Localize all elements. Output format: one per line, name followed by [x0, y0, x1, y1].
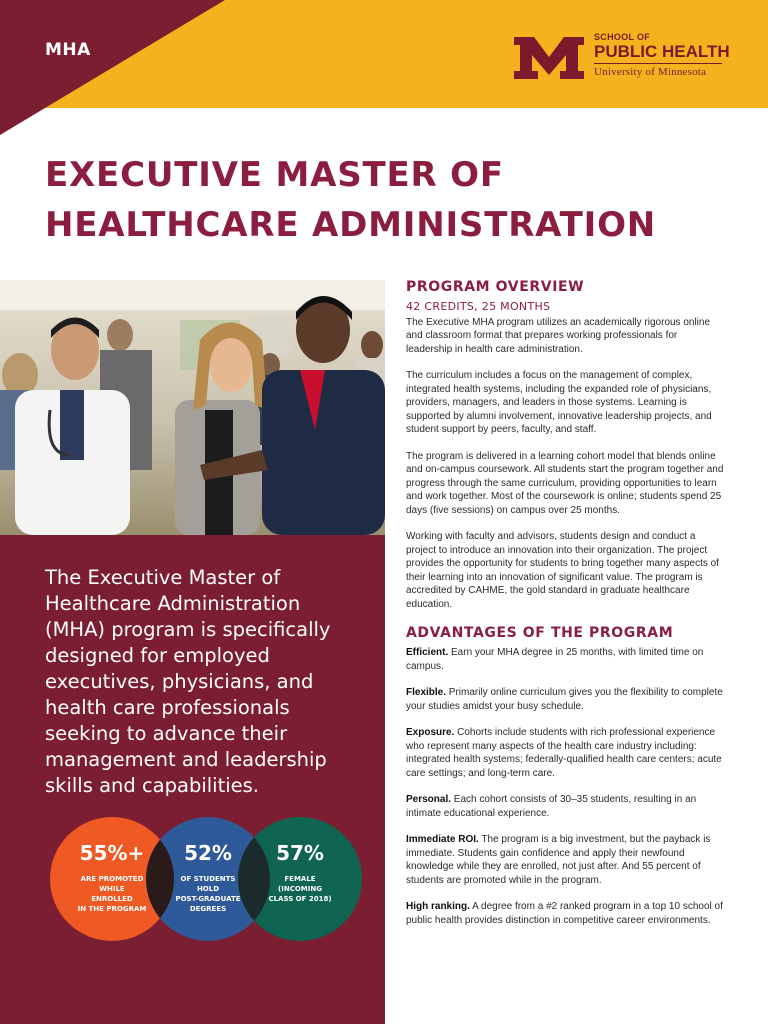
circle-overlaps: [0, 535, 385, 1024]
program-details: [406, 278, 726, 940]
advantage-term: Exposure.: [406, 727, 455, 738]
title-line-1: EXECUTIVE MASTER OF: [45, 155, 504, 195]
intro-text: The Executive Master of Healthcare Administration (MHA) program is specifically designed for employed executives, physicians, and health care professionals seeking to advance their management and leadership skills and capabilities.: [45, 566, 331, 797]
overview-paragraph: The Executive MHA program utilizes an academically rigorous online and classroom format that prepares working professionals for leadership in health care administration.: [406, 316, 711, 355]
overview-paragraph: The curriculum includes a focus on the management of complex, integrated health systems, including the expanded role of physicians, providers, managers, and leaders in those systems. Learning is supported by alumni involvement, innovative leadership projects, and student support by peers, faculty, and staff.: [406, 370, 712, 435]
advantage-text: Primarily online curriculum gives you the flexibility to complete your studies amidst your busy schedule.: [406, 687, 723, 712]
advantage-term: Personal.: [406, 794, 452, 805]
advantage-text: Earn your MHA degree in 25 months, with limited time on campus.: [406, 647, 704, 672]
intro-panel: [0, 535, 385, 1024]
advantage-term: Immediate ROI.: [406, 834, 479, 845]
stat-caption: OF STUDENTS HOLD POST-GRADUATE DEGREES: [175, 875, 241, 913]
overview-subheading: 42 CREDITS, 25 MONTHS: [406, 300, 551, 313]
advantages-heading: ADVANTAGES OF THE PROGRAM: [406, 625, 674, 641]
logo-university: University of Minnesota: [594, 66, 707, 78]
overview-paragraph: The program is delivered in a learning cohort model that blends online and on-campus coursework. All students start the program together and progress through the same curriculum, providing opportunities to learn and work together. Most of the coursework is online; students spend 25 days (five sessions) on campus over 25 months.: [406, 450, 724, 516]
advantage-term: Efficient.: [406, 647, 449, 658]
logo-school-of: SCHOOL OF: [594, 32, 651, 42]
advantage-term: High ranking.: [406, 901, 470, 912]
school-logo[interactable]: [512, 33, 732, 83]
advantage-item: [406, 833, 726, 887]
advantage-item: [406, 646, 726, 673]
photo-illustration: [0, 280, 385, 535]
advantage-item: [406, 900, 726, 927]
advantage-item: [406, 726, 726, 780]
university-m-logo-icon: [512, 35, 586, 81]
advantage-text: The program is a big investment, but the payback is immediate. Students gain confidence and apply their newfound knowledge while they are enrolled, not just after. And 55 percent of students are promoted while in the program.: [406, 834, 711, 886]
stat-caption: FEMALE (INCOMING CLASS OF 2018): [268, 875, 332, 903]
stat-value: 57%: [276, 841, 324, 865]
title-line-2: HEALTHCARE ADMINISTRATION: [45, 205, 657, 245]
advantage-text: Cohorts include students with rich professional experience who represent many aspects of the health care industry including: integrated health systems; federally-qualified health care centers; acute care settings; and long-term care.: [406, 727, 722, 779]
page-title: [45, 150, 725, 250]
overview-heading: PROGRAM OVERVIEW: [406, 279, 585, 295]
advantage-text: Each cohort consists of 30–35 students, resulting in an intimate educational experience.: [406, 794, 697, 819]
logo-divider: [594, 63, 722, 64]
advantage-text: A degree from a #2 ranked program in a top 10 school of public health provides distinction in competitive career environments.: [406, 901, 723, 926]
stat-value: 55%+: [79, 841, 145, 865]
advantage-item: [406, 793, 726, 820]
people-conversation-photo: [0, 280, 385, 535]
overview-paragraph: Working with faculty and advisors, students design and conduct a project to introduce an innovation into their organization. The project provides the opportunity for students to bring together many aspects of their learning into an innovation of significant value. The program is accredited by CAHME, the gold standard in graduate healthcare education.: [406, 531, 719, 610]
logo-public-health: PUBLIC HEALTH: [594, 42, 730, 61]
stat-caption: ARE PROMOTED WHILE ENROLLED IN THE PROGRAM: [77, 875, 147, 913]
advantage-term: Flexible.: [406, 687, 447, 698]
program-label: MHA: [45, 40, 91, 60]
stat-value: 52%: [184, 841, 232, 865]
advantage-item: [406, 686, 726, 713]
